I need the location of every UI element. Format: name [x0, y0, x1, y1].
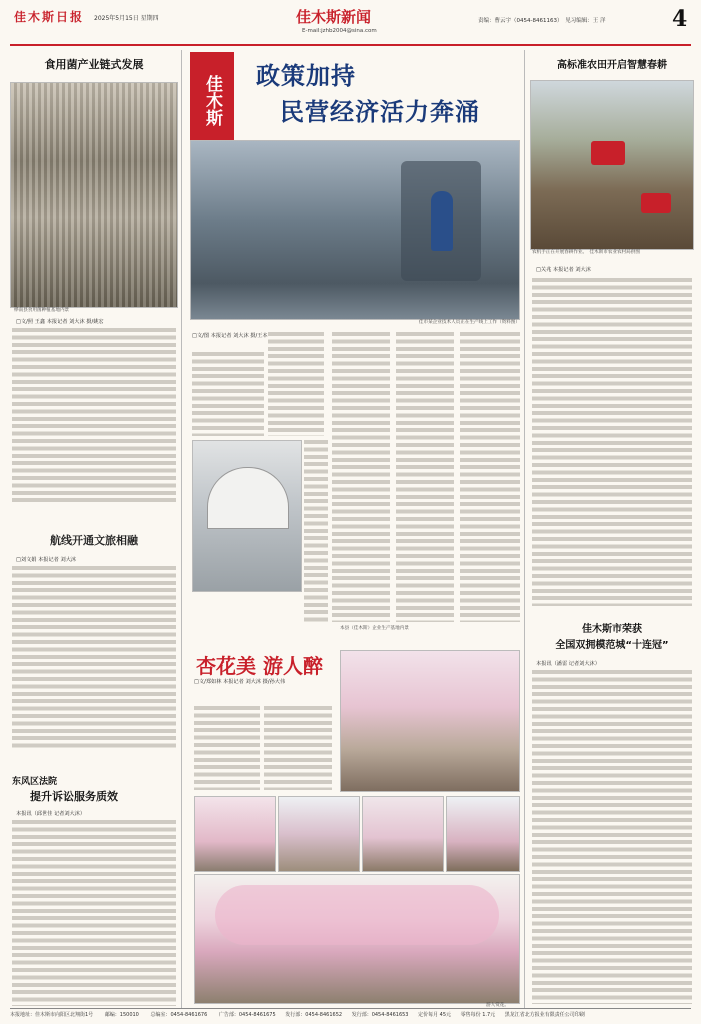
section-email: E-mail:jzhb2004@sina.com: [302, 28, 377, 34]
footer-rule: [10, 1008, 691, 1009]
main-photo-facility: [192, 440, 302, 592]
apricot-photo-small1: [194, 796, 276, 872]
issue-date: 2025年5月15日 星期四: [94, 15, 159, 22]
fungi-body-text: [12, 328, 176, 504]
main-body-col1: [192, 352, 264, 436]
right-story1-title: 高标准农田开启智慧春耕: [557, 60, 667, 71]
main-photo2-caption: 本县（佳木斯）企业生产基地内景: [340, 626, 409, 631]
apricot-photo-top: [340, 650, 520, 792]
apricot-photo-large: [194, 874, 520, 1004]
footer-office: 总编室：0454-8461676: [150, 1012, 208, 1018]
masthead-rule: [10, 44, 691, 46]
main-body-col2b: [304, 440, 328, 622]
footer-price-issue: 零售每份 1.7元: [460, 1012, 496, 1018]
farm-body-text: [532, 278, 692, 606]
footer-postcode: 邮编：150010: [104, 1012, 139, 1018]
left-story-food-fungi: [10, 50, 178, 72]
award-byline: 本报讯（潘雷 记者刘大沐）: [536, 661, 600, 667]
left-story-flight-title: 航线开通文旅相融: [50, 534, 138, 547]
footer-address: 本报地址：佳木斯市向阳区北翔街1号: [10, 1012, 94, 1018]
editors-line: 责编：曹云宇（0454-8461163） 见习编辑：王 洋: [478, 18, 606, 24]
center-byline: □文/郑如林 本报记者 刘大沐 摄/孙大伟: [194, 679, 286, 685]
main-photo-factory: [190, 140, 520, 320]
farm-photo: [530, 80, 694, 250]
award-body-text: [532, 670, 692, 1004]
center-right-divider: [524, 50, 525, 1008]
footer-ads: 广告部：0454-8461675: [218, 1012, 276, 1018]
masthead: [0, 0, 701, 44]
flight-body-text: [12, 566, 176, 750]
footer-distribution: 发行部：0454-8461652: [285, 1012, 343, 1018]
farm-byline: □关兆 本报记者 刘大沐: [536, 267, 591, 273]
worker-shape: [431, 191, 453, 251]
footer: [10, 1011, 691, 1021]
right-story2-title2: 全国双拥模范城“十连冠”: [555, 640, 669, 651]
footer-price-year: 定价每月 45元: [418, 1012, 452, 1018]
center-body-col1: [194, 706, 260, 790]
story-title: 食用菌产业链式发展: [44, 58, 144, 71]
main-side-title-text: 佳木斯: [202, 74, 222, 126]
main-body-col4: [396, 332, 454, 622]
footer-distribution2: 发行部：0454-8461653: [351, 1012, 409, 1018]
fungi-photo-caption: 桦南县食用菌种植基地内景: [14, 308, 70, 313]
main-body-col3: [332, 332, 390, 622]
fungi-photo: [10, 82, 178, 308]
center-story-title: 杏花美 游人醉: [196, 654, 323, 678]
main-photo1-caption: 佳市某企业技术人员正在生产线上工作（资料图）: [418, 320, 520, 325]
court-kicker: 东风区法院: [12, 777, 58, 787]
main-byline: □文/图 本报记者 刘大沐 摄/王本: [192, 333, 268, 339]
left-column-divider: [181, 50, 182, 1008]
main-title-line2: 民营经济活力奔涌: [280, 98, 480, 126]
apricot-photo-small2: [278, 796, 360, 872]
section-title: 佳木斯新闻: [296, 8, 372, 26]
right-story2-title1: 佳木斯市荣获: [582, 624, 642, 635]
main-body-col5: [460, 332, 520, 622]
fungi-byline: □文/照 王鑫 本报记者 刘大沐 摄/姚宏: [16, 319, 104, 325]
tractor-shape: [591, 141, 625, 165]
main-story-side-title: [190, 52, 234, 148]
apricot-photo-small4: [446, 796, 520, 872]
footer-printer: 黑龙江省北方报业有限责任公司印刷: [504, 1012, 585, 1018]
main-body-col2: [268, 332, 324, 436]
page-number: 4: [672, 6, 688, 32]
flight-byline: □刘文娟 本报记者 刘大沐: [16, 557, 77, 563]
farm-photo-caption: 农机手正在开展春耕作业。 佳木斯市农业农村局供图: [532, 250, 640, 255]
shelf-pattern: [11, 83, 177, 307]
tractor2-shape: [641, 193, 671, 213]
court-title: 提升诉讼服务质效: [30, 790, 118, 803]
center-photo-caption: 游人赏花。: [486, 1003, 509, 1008]
paper-logo: 佳木斯日报: [14, 10, 85, 24]
court-byline: 本报讯（邱世佳 记者刘大沐）: [16, 811, 86, 817]
main-title-line1: 政策加持: [256, 62, 356, 90]
tree-canopy: [215, 885, 499, 945]
apricot-photo-small3: [362, 796, 444, 872]
dome-shape: [207, 467, 289, 529]
court-body-text: [12, 820, 176, 1006]
center-body-col2: [264, 706, 332, 790]
